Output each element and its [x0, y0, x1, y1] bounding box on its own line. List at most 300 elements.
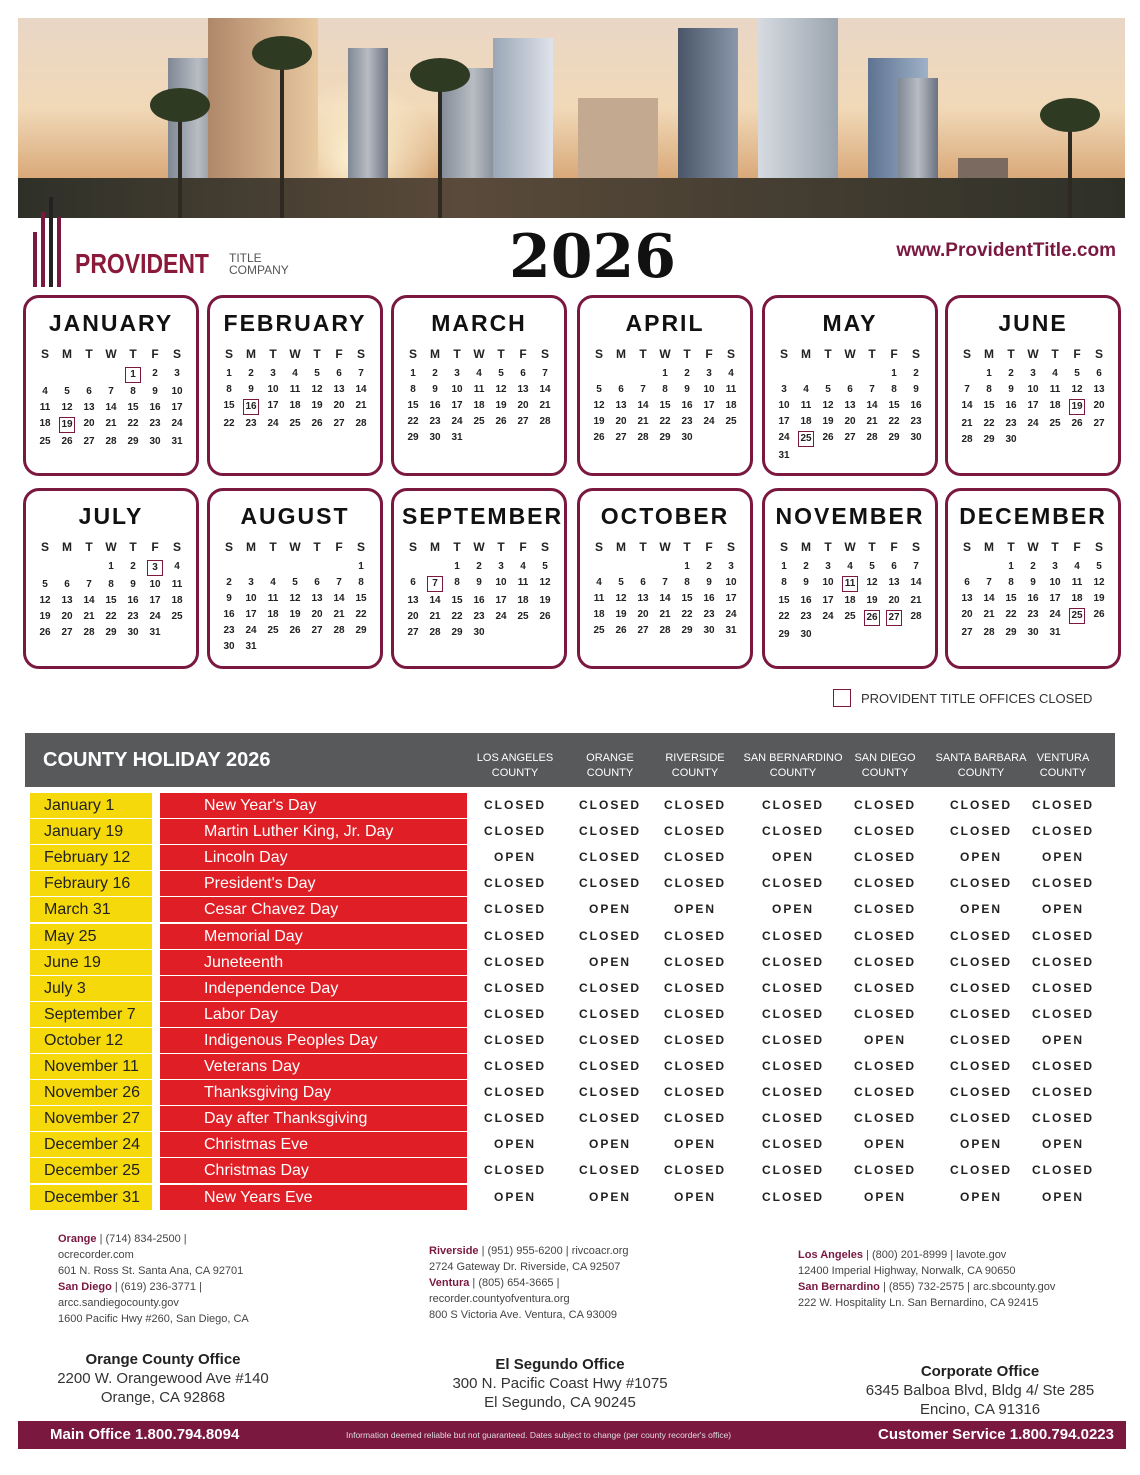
holiday-row — [30, 1158, 1120, 1183]
day: 2 — [476, 561, 482, 572]
day: 24 — [725, 609, 737, 620]
day: 6 — [618, 384, 624, 395]
county-status: CLOSED — [853, 824, 916, 839]
county-status: CLOSED — [949, 1032, 1012, 1047]
holiday-row — [30, 1185, 1120, 1210]
day: 14 — [333, 593, 345, 604]
month-grid — [588, 540, 742, 638]
empty-day — [588, 367, 610, 381]
county-status: OPEN — [771, 850, 814, 865]
day: 24 — [245, 625, 257, 636]
day: 22 — [451, 611, 463, 622]
weekday-label: T — [639, 540, 647, 554]
day: 22 — [888, 416, 900, 427]
day: 1 — [410, 368, 416, 379]
empty-day — [610, 367, 632, 381]
weekday-label: S — [779, 540, 788, 554]
month-name: JANUARY — [48, 310, 174, 336]
county-status: CLOSED — [761, 1006, 824, 1021]
day: 30 — [473, 627, 485, 638]
day: 1 — [358, 561, 364, 572]
day: 11 — [171, 579, 183, 590]
day: 25 — [844, 611, 856, 622]
month-name: MARCH — [431, 310, 527, 336]
day: 1 — [986, 368, 992, 379]
county-status: OPEN — [863, 1137, 906, 1152]
office-city: Encino, CA 91316 — [919, 1401, 1041, 1418]
day: 21 — [866, 416, 878, 427]
day: 23 — [429, 416, 441, 427]
office-city: Orange, CA 92868 — [100, 1389, 226, 1406]
day: 19 — [822, 416, 834, 427]
empty-day — [56, 367, 78, 383]
day: 18 — [267, 609, 279, 620]
county-status: CLOSED — [853, 1059, 916, 1073]
weekday-label: S — [540, 540, 549, 554]
day: 2 — [432, 368, 438, 379]
day: 17 — [822, 595, 834, 606]
day: 2 — [684, 368, 690, 379]
county-status: CLOSED — [761, 954, 824, 969]
contact-name: Riverside — [429, 1245, 479, 1257]
day: 1 — [781, 561, 787, 572]
day: 3 — [825, 561, 831, 572]
county-status: CLOSED — [663, 1006, 726, 1021]
weekday-label: S — [356, 540, 365, 554]
holiday-date: January 19 — [30, 819, 152, 844]
county-column-header — [465, 751, 565, 781]
weekday-label: S — [172, 540, 181, 554]
month-january — [23, 295, 199, 476]
day: 2 — [706, 561, 712, 572]
day: 28 — [866, 432, 878, 443]
day: 21 — [429, 611, 441, 622]
day: 26 — [539, 611, 551, 622]
county-status: CLOSED — [1031, 1085, 1094, 1100]
empty-day — [839, 367, 861, 381]
day: 5 — [542, 561, 548, 572]
weekday-label: W — [1027, 540, 1039, 554]
weekday-label: T — [269, 347, 277, 361]
day: 6 — [520, 368, 526, 379]
county-status: OPEN — [588, 902, 631, 917]
weekday-label: T — [1051, 347, 1059, 361]
day: 12 — [1093, 577, 1105, 588]
day: 22 — [355, 609, 367, 620]
day: 15 — [983, 400, 995, 411]
county-status: OPEN — [588, 1189, 631, 1204]
month-december — [945, 488, 1121, 669]
county-status: CLOSED — [761, 980, 824, 995]
weekday-label: S — [1094, 347, 1103, 361]
contacts-la-sb — [798, 1247, 1055, 1311]
day: 7 — [964, 384, 970, 395]
empty-day — [218, 560, 240, 574]
county-label: COUNTY — [671, 767, 719, 779]
day: 9 — [706, 577, 712, 588]
day: 21 — [83, 611, 95, 622]
county-status: CLOSED — [483, 824, 546, 839]
day: 6 — [64, 579, 70, 590]
county-label: COUNTY — [957, 767, 1005, 779]
day: 27 — [844, 432, 856, 443]
day: 10 — [1049, 577, 1061, 588]
day: 14 — [637, 400, 649, 411]
day: 31 — [149, 627, 161, 638]
weekday-label: W — [844, 347, 856, 361]
contact-web[interactable]: arcc.sandiegocounty.gov — [58, 1297, 179, 1309]
holiday-row — [30, 1080, 1120, 1105]
day: 5 — [825, 384, 831, 395]
day: 12 — [39, 595, 51, 606]
day: 19 — [39, 611, 51, 622]
weekday-label: T — [1007, 540, 1015, 554]
weekday-label: F — [519, 347, 527, 361]
contact-address: 601 N. Ross St. Santa Ana, CA 92701 — [58, 1265, 244, 1277]
day: 21 — [539, 400, 551, 411]
contact-info: | (805) 654-3665 | — [469, 1277, 560, 1289]
weekday-label: F — [890, 347, 898, 361]
day: 10 — [1027, 384, 1039, 395]
day: 18 — [171, 595, 183, 606]
county-status: CLOSED — [578, 798, 641, 812]
county-status: CLOSED — [853, 1006, 916, 1021]
day: 9 — [803, 577, 809, 588]
county-status: CLOSED — [1031, 824, 1094, 839]
contact-address: 1600 Pacific Hwy #260, San Diego, CA — [58, 1313, 249, 1325]
month-name: JULY — [78, 503, 144, 529]
county-status: OPEN — [959, 1189, 1002, 1204]
day: 20 — [333, 400, 345, 411]
county-status: CLOSED — [853, 798, 916, 812]
day: 6 — [640, 577, 646, 588]
empty-day — [632, 560, 654, 574]
day: 30 — [800, 629, 812, 640]
day: 24 — [149, 611, 161, 622]
holiday-date: December 31 — [30, 1185, 152, 1210]
holiday-date: December 24 — [30, 1132, 152, 1157]
day: 26 — [495, 416, 507, 427]
day: 16 — [800, 595, 812, 606]
closed-legend-swatch — [833, 689, 851, 707]
holiday-row — [30, 1106, 1120, 1131]
day: 13 — [1093, 384, 1105, 395]
contact-web[interactable]: recorder.countyofventura.org — [429, 1293, 570, 1305]
holiday-name: New Years Eve — [160, 1185, 467, 1210]
county-status: CLOSED — [949, 1085, 1012, 1100]
day: 17 — [1027, 400, 1039, 411]
day: 4 — [174, 561, 180, 572]
day: 22 — [407, 416, 419, 427]
county-status: OPEN — [673, 902, 716, 917]
county-status: CLOSED — [853, 980, 916, 995]
day: 22 — [659, 416, 671, 427]
county-status: CLOSED — [663, 798, 726, 812]
county-status: CLOSED — [663, 980, 726, 995]
day: 5 — [292, 577, 298, 588]
holiday-date: November 26 — [30, 1080, 152, 1105]
county-status: OPEN — [959, 850, 1002, 865]
weekday-label: M — [246, 347, 256, 361]
county-status: CLOSED — [578, 1032, 641, 1047]
day: 19 — [539, 595, 551, 606]
weekday-label: T — [824, 540, 832, 554]
month-grid — [218, 540, 372, 654]
county-label: COUNTY — [1039, 767, 1087, 779]
day: 12 — [1071, 384, 1083, 395]
weekday-label: S — [962, 347, 971, 361]
day: 15 — [1005, 593, 1017, 604]
day: 14 — [355, 384, 367, 395]
day: 2 — [1030, 561, 1036, 572]
weekday-label: W — [844, 540, 856, 554]
day: 8 — [684, 577, 690, 588]
weekday-label: F — [1073, 347, 1081, 361]
day: 25 — [289, 418, 301, 429]
day: 14 — [910, 577, 922, 588]
day: 5 — [498, 368, 504, 379]
contact-name: Los Angeles — [798, 1249, 863, 1261]
county-column-header — [1013, 751, 1113, 781]
holiday-name: Cesar Chavez Day — [160, 897, 467, 922]
county-status: CLOSED — [761, 798, 824, 812]
empty-day — [773, 367, 795, 381]
day: 19 — [495, 400, 507, 411]
day: 25 — [473, 416, 485, 427]
day: 14 — [659, 593, 671, 604]
weekday-label: M — [801, 347, 811, 361]
day: 16 — [703, 593, 715, 604]
day: 23 — [910, 416, 922, 427]
month-february — [207, 295, 383, 476]
day: 11 — [1049, 384, 1061, 395]
day: 8 — [358, 577, 364, 588]
contact-address: 222 W. Hospitality Ln. San Bernardino, CA 92415 — [798, 1297, 1039, 1309]
holiday-name: Labor Day — [160, 1002, 467, 1027]
month-november — [762, 488, 938, 669]
day: 30 — [149, 436, 161, 447]
county-status: CLOSED — [663, 1059, 726, 1073]
day: 2 — [248, 368, 254, 379]
day: 26 — [1071, 418, 1083, 429]
county-status: CLOSED — [853, 1163, 916, 1178]
day: 15 — [127, 402, 139, 413]
county-column-header — [743, 751, 843, 781]
day: 3 — [174, 368, 180, 379]
month-name: NOVEMBER — [775, 503, 925, 529]
day: 28 — [910, 611, 922, 622]
day: 26 — [39, 627, 51, 638]
closed-day: 1 — [122, 367, 144, 383]
county-status: OPEN — [1041, 850, 1084, 865]
weekday-label: M — [616, 347, 626, 361]
day: 15 — [659, 400, 671, 411]
holiday-date: March 31 — [30, 897, 152, 922]
day: 26 — [822, 432, 834, 443]
county-status: CLOSED — [761, 1137, 824, 1152]
county-status: CLOSED — [949, 798, 1012, 812]
day: 28 — [105, 436, 117, 447]
county-status: CLOSED — [761, 1032, 824, 1047]
county-status: CLOSED — [1031, 928, 1094, 943]
day: 12 — [822, 400, 834, 411]
county-status: CLOSED — [663, 928, 726, 943]
county-status: CLOSED — [949, 1111, 1012, 1126]
county-status: OPEN — [673, 1189, 716, 1204]
holiday-date: Febraury 16 — [30, 871, 152, 896]
day: 11 — [267, 593, 279, 604]
day: 10 — [495, 577, 507, 588]
day: 27 — [83, 436, 95, 447]
closed-day: 7 — [424, 576, 446, 592]
county-status: CLOSED — [949, 876, 1012, 891]
month-april — [577, 295, 753, 476]
empty-day — [861, 367, 883, 381]
holiday-date: January 1 — [30, 793, 152, 818]
weekday-label: T — [129, 540, 137, 554]
weekday-label: S — [224, 540, 233, 554]
day: 31 — [245, 641, 257, 652]
weekday-label: S — [911, 540, 920, 554]
county-status: CLOSED — [578, 1059, 641, 1073]
month-grid — [34, 347, 188, 449]
county-status: CLOSED — [483, 902, 546, 917]
day: 7 — [869, 384, 875, 395]
day: 24 — [822, 611, 834, 622]
day: 22 — [105, 611, 117, 622]
month-name: APRIL — [625, 310, 705, 336]
day: 6 — [314, 577, 320, 588]
county-status: CLOSED — [483, 1059, 546, 1073]
holiday-date: July 3 — [30, 976, 152, 1001]
office-name: El Segundo Office — [495, 1356, 625, 1373]
county-status: CLOSED — [663, 954, 726, 969]
empty-day — [956, 367, 978, 381]
month-august — [207, 488, 383, 669]
office-el-segundo — [400, 1355, 720, 1412]
weekday-label: F — [705, 540, 713, 554]
holiday-date: September 7 — [30, 1002, 152, 1027]
empty-day — [632, 367, 654, 381]
day: 9 — [684, 384, 690, 395]
website-link[interactable]: www.ProvidentTitle.com — [896, 240, 1116, 261]
calendar-year: 2026 — [509, 222, 676, 292]
county-status: OPEN — [493, 1189, 536, 1204]
closed-day: 26 — [861, 610, 883, 626]
office-city: El Segundo, CA 90245 — [484, 1394, 636, 1411]
day: 26 — [593, 432, 605, 443]
day: 10 — [171, 386, 183, 397]
county-status: CLOSED — [761, 1085, 824, 1100]
day: 14 — [539, 384, 551, 395]
holiday-row — [30, 871, 1120, 896]
day: 17 — [451, 400, 463, 411]
day: 27 — [61, 627, 73, 638]
holiday-name: Memorial Day — [160, 924, 467, 949]
weekday-label: W — [289, 347, 301, 361]
day: 17 — [778, 416, 790, 427]
contact-name: San Diego — [58, 1281, 112, 1293]
holiday-date: November 11 — [30, 1054, 152, 1079]
month-grid — [218, 347, 372, 431]
empty-day — [240, 560, 262, 574]
day: 5 — [64, 386, 70, 397]
logo-sub-company: COMPANY — [229, 263, 289, 277]
weekday-label: F — [335, 347, 343, 361]
county-status: CLOSED — [853, 876, 916, 891]
day: 19 — [615, 609, 627, 620]
county-status: CLOSED — [761, 1163, 824, 1178]
day: 11 — [1071, 577, 1083, 588]
day: 4 — [270, 577, 276, 588]
empty-day — [100, 367, 122, 383]
day: 1 — [454, 561, 460, 572]
county-status: OPEN — [959, 1137, 1002, 1152]
day: 20 — [888, 595, 900, 606]
contact-web[interactable]: ocrecorder.com — [58, 1249, 134, 1261]
county-status: CLOSED — [663, 1032, 726, 1047]
day: 4 — [1052, 368, 1058, 379]
day: 12 — [593, 400, 605, 411]
holiday-row — [30, 819, 1120, 844]
day: 10 — [451, 384, 463, 395]
day: 22 — [681, 609, 693, 620]
county-status: OPEN — [1041, 1189, 1084, 1204]
office-orange-county — [3, 1350, 323, 1407]
day: 12 — [615, 593, 627, 604]
empty-day — [34, 367, 56, 383]
contact-info: | (800) 201-8999 | lavote.gov — [863, 1249, 1007, 1261]
holiday-row — [30, 924, 1120, 949]
day: 15 — [223, 400, 235, 411]
day: 28 — [983, 627, 995, 638]
holiday-date: October 12 — [30, 1028, 152, 1053]
day: 23 — [127, 611, 139, 622]
county-status: CLOSED — [578, 824, 641, 839]
empty-day — [56, 560, 78, 576]
weekday-label: M — [62, 347, 72, 361]
day: 9 — [130, 579, 136, 590]
weekday-label: S — [40, 347, 49, 361]
holiday-name: Lincoln Day — [160, 845, 467, 870]
day: 21 — [983, 609, 995, 620]
county-name: SAN BERNARDINO — [743, 752, 843, 764]
holiday-name: President's Day — [160, 871, 467, 896]
day: 9 — [432, 384, 438, 395]
office-name: Corporate Office — [920, 1363, 1040, 1380]
day: 8 — [891, 384, 897, 395]
day: 28 — [355, 418, 367, 429]
day: 26 — [61, 436, 73, 447]
county-status: CLOSED — [853, 954, 916, 969]
day: 29 — [888, 432, 900, 443]
logo-sub-title: TITLE — [229, 251, 262, 265]
county-status: OPEN — [863, 1189, 906, 1204]
day: 2 — [226, 577, 232, 588]
weekday-label: F — [705, 347, 713, 361]
contact-name: Orange — [58, 1233, 97, 1245]
day: 25 — [267, 625, 279, 636]
day: 20 — [311, 609, 323, 620]
closed-day: 3 — [144, 560, 166, 576]
county-status: CLOSED — [853, 1085, 916, 1100]
day: 17 — [725, 593, 737, 604]
closed-legend — [833, 689, 1092, 707]
county-status: CLOSED — [483, 1085, 546, 1100]
day: 1 — [108, 561, 114, 572]
day: 14 — [961, 400, 973, 411]
day: 16 — [1027, 593, 1039, 604]
